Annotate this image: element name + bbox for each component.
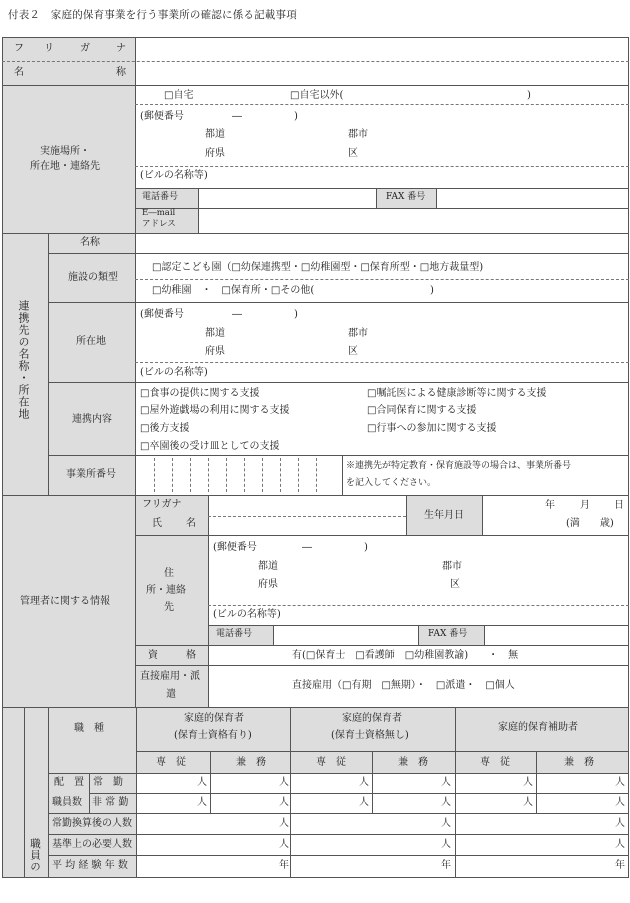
unit-nin: 人 bbox=[615, 839, 625, 850]
shokushu-label: 職 種 bbox=[74, 723, 104, 734]
mgr-name-input[interactable] bbox=[209, 517, 405, 534]
content-item-2[interactable]: □嘱託医による健康診断等に関する支援 bbox=[367, 388, 547, 399]
fax-label: FAX 番号 bbox=[386, 192, 426, 202]
shikaku-label-2: 格 bbox=[186, 650, 196, 661]
email-label-1: E―mail bbox=[142, 208, 176, 218]
col3-kenmu: 兼 務 bbox=[564, 757, 594, 768]
mgr-fuken: 府県 bbox=[258, 579, 278, 590]
mgr-phone-input[interactable] bbox=[274, 626, 417, 644]
mgr-gunshi: 郡市 bbox=[442, 561, 462, 572]
unit-nin: 人 bbox=[441, 797, 451, 808]
name-input[interactable] bbox=[136, 62, 628, 84]
content-item-7[interactable]: □卒園後の受け皿としての支援 bbox=[140, 441, 280, 452]
unit-nen: 年 bbox=[615, 860, 625, 871]
birth-day: 日 bbox=[614, 500, 624, 511]
mgr-shimei-2: 名 bbox=[186, 518, 196, 529]
jokin-label: 常 勤 bbox=[93, 777, 123, 788]
koyo-label-2: 遣 bbox=[166, 689, 176, 700]
unit-nin: 人 bbox=[441, 818, 451, 829]
postal-label: (郵便番号 bbox=[140, 111, 184, 122]
content-item-5[interactable]: □後方支援 bbox=[140, 423, 190, 434]
unit-nin: 人 bbox=[197, 777, 207, 788]
renkei-postal-close: ) bbox=[294, 309, 298, 320]
mgr-phone-label: 電話番号 bbox=[216, 629, 253, 639]
type-line-2-close: ) bbox=[430, 285, 434, 296]
mgr-addr-label-1: 住 bbox=[164, 568, 174, 579]
mgr-fax-input[interactable] bbox=[485, 626, 628, 644]
col3-senju: 専 従 bbox=[480, 757, 510, 768]
mgr-addr-label-2: 所・連絡 bbox=[146, 585, 186, 596]
phone-label: 電話番号 bbox=[142, 192, 179, 202]
jigyosho-note-1: ※連携先が特定教育・保育施設等の場合は、事業所番号 bbox=[346, 461, 572, 471]
unit-nin: 人 bbox=[615, 797, 625, 808]
col1-kenmu: 兼 務 bbox=[236, 757, 266, 768]
gunshi-label: 郡市 bbox=[348, 129, 368, 140]
email-input[interactable] bbox=[199, 209, 628, 232]
renkei-side-label: 連携先の名称・所在地 bbox=[17, 300, 30, 420]
col2-line2: (保育士資格無し) bbox=[331, 730, 409, 741]
renkei-address-label: 所在地 bbox=[76, 336, 106, 347]
type-line-2[interactable]: □幼稚園 ・ □保育所・□その他( bbox=[152, 285, 315, 296]
renkei-gunshi: 郡市 bbox=[348, 328, 368, 339]
furigana-char-2: リ bbox=[44, 43, 54, 54]
unit-nin: 人 bbox=[197, 797, 207, 808]
unit-nin: 人 bbox=[359, 777, 369, 788]
mgr-building: (ビルの名称等) bbox=[213, 609, 281, 620]
unit-nen: 年 bbox=[279, 860, 289, 871]
fax-input[interactable] bbox=[437, 189, 628, 207]
jigyosho-note-2: を記入してください。 bbox=[346, 478, 437, 488]
unit-nin: 人 bbox=[279, 797, 289, 808]
birth-month: 月 bbox=[580, 500, 590, 511]
jigyosho-number-input[interactable] bbox=[136, 456, 342, 494]
kijun-label: 基準上の必要人数 bbox=[52, 839, 132, 850]
building-label: (ビルの名称等) bbox=[140, 170, 208, 181]
phone-input[interactable] bbox=[199, 189, 375, 207]
renkei-name-label: 名称 bbox=[80, 237, 100, 248]
postal-dash: ― bbox=[232, 111, 242, 122]
mgr-furigana-label: フリガナ bbox=[142, 499, 182, 510]
col1-line2: (保育士資格有り) bbox=[174, 730, 252, 741]
unit-nin: 人 bbox=[441, 777, 451, 788]
mgr-postal-close: ) bbox=[364, 542, 368, 553]
col2-kenmu: 兼 務 bbox=[398, 757, 428, 768]
furigana-input[interactable] bbox=[136, 38, 628, 60]
koyo-options[interactable]: 直接雇用（□有期 □無期）・ □派遣・ □個人 bbox=[292, 680, 515, 691]
mgr-furigana-input[interactable] bbox=[209, 496, 405, 515]
unit-nin: 人 bbox=[359, 797, 369, 808]
unit-nin: 人 bbox=[615, 818, 625, 829]
email-label-2: アドレス bbox=[142, 219, 176, 229]
name-char-1: 名 bbox=[14, 67, 24, 78]
mgr-fax-label: FAX 番号 bbox=[428, 629, 468, 639]
content-item-6[interactable]: □行事への参加に関する支援 bbox=[367, 423, 497, 434]
unit-nin: 人 bbox=[441, 839, 451, 850]
birth-label: 生年月日 bbox=[424, 510, 464, 521]
manager-label: 管理者に関する情報 bbox=[20, 596, 110, 607]
type-line-1[interactable]: □認定こども園（□幼保連携型・□幼稚園型・□保育所型・□地方裁量型) bbox=[152, 262, 484, 273]
not-home-close: ) bbox=[527, 90, 531, 101]
col1-line1: 家庭的保育者 bbox=[184, 713, 244, 724]
furigana-char-4: ナ bbox=[116, 43, 126, 54]
renkei-postal: (郵便番号 bbox=[140, 309, 184, 320]
unit-nin: 人 bbox=[279, 818, 289, 829]
fuken-label: 府県 bbox=[205, 148, 225, 159]
unit-nin: 人 bbox=[615, 777, 625, 788]
renkei-content-label: 連携内容 bbox=[72, 414, 112, 425]
haichi-label-2: 職員数 bbox=[52, 797, 82, 808]
hijokin-label: 非 常 勤 bbox=[92, 797, 129, 808]
name-char-2: 称 bbox=[116, 67, 126, 78]
unit-nin: 人 bbox=[279, 839, 289, 850]
mgr-postal: (郵便番号 bbox=[213, 542, 257, 553]
renkei-todo: 都道 bbox=[205, 328, 225, 339]
jigyosho-label: 事業所番号 bbox=[66, 469, 116, 480]
postal-close: ) bbox=[294, 111, 298, 122]
col2-line1: 家庭的保育者 bbox=[342, 713, 402, 724]
furigana-char-1: フ bbox=[14, 43, 24, 54]
jisshi-label-1: 実施場所・ bbox=[40, 146, 90, 157]
unit-nin: 人 bbox=[279, 777, 289, 788]
renkei-name-input[interactable] bbox=[136, 234, 628, 252]
haichi-label-1: 配 置 bbox=[54, 777, 84, 788]
unit-nin: 人 bbox=[523, 777, 533, 788]
renkei-postal-dash: ― bbox=[232, 309, 242, 320]
col1-senju: 専 従 bbox=[156, 757, 186, 768]
col3-label: 家庭的保育補助者 bbox=[498, 722, 578, 733]
mgr-postal-dash: ― bbox=[302, 542, 312, 553]
todo-label: 都道 bbox=[205, 129, 225, 140]
renkei-fuken: 府県 bbox=[205, 346, 225, 357]
koyo-label-1: 直接雇用・派 bbox=[140, 671, 200, 682]
shikaku-label-1: 資 bbox=[148, 650, 158, 661]
birth-year: 年 bbox=[545, 500, 555, 511]
form-title: 付表２ 家庭的保育事業を行う事業所の確認に係る記載事項 bbox=[8, 9, 297, 21]
furigana-char-3: ガ bbox=[80, 43, 90, 54]
unit-nin: 人 bbox=[523, 797, 533, 808]
renkei-building: (ビルの名称等) bbox=[140, 367, 208, 378]
keiken-label: 平 均 経 験 年 数 bbox=[52, 860, 128, 871]
renkei-type-label: 施設の類型 bbox=[68, 272, 118, 283]
col2-senju: 専 従 bbox=[316, 757, 346, 768]
content-item-3[interactable]: □屋外遊戯場の利用に関する支援 bbox=[140, 405, 290, 416]
staff-side-label: 職員の bbox=[29, 838, 41, 873]
mgr-addr-label-3: 先 bbox=[164, 602, 174, 613]
renkei-ku: 区 bbox=[348, 346, 358, 357]
mgr-shimei-1: 氏 bbox=[152, 518, 162, 529]
content-item-4[interactable]: □合同保育に関する支援 bbox=[367, 405, 477, 416]
ku-label: 区 bbox=[348, 148, 358, 159]
shikaku-options[interactable]: 有(□保育士 □看護師 □幼稚園教諭) ・ 無 bbox=[292, 650, 519, 661]
home-checkbox[interactable]: □自宅 bbox=[164, 90, 194, 101]
birth-age: (満 歳) bbox=[566, 518, 614, 529]
jisshi-label-2: 所在地・連絡先 bbox=[30, 161, 100, 172]
kansan-label: 常勤換算後の人数 bbox=[52, 818, 132, 829]
unit-nen: 年 bbox=[441, 860, 451, 871]
mgr-todo: 都道 bbox=[258, 561, 278, 572]
content-item-1[interactable]: □食事の提供に関する支援 bbox=[140, 388, 260, 399]
not-home-checkbox[interactable]: □自宅以外( bbox=[290, 90, 344, 101]
mgr-ku: 区 bbox=[450, 579, 460, 590]
